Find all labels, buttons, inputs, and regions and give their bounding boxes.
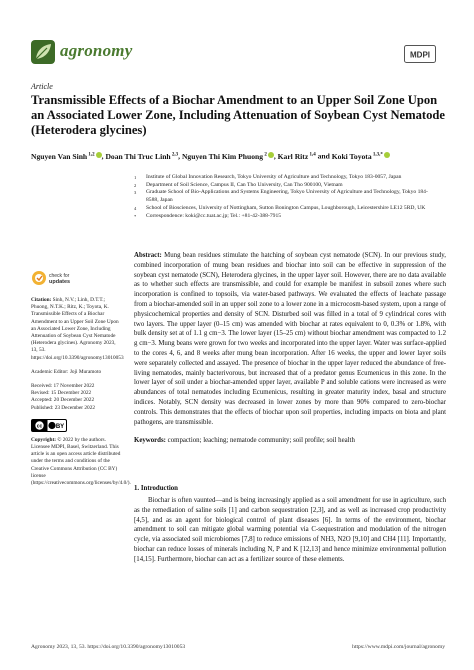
affiliation-text: Department of Soil Science, Campus II, Can Tho University, Can Tho 900100, Vietnam <box>146 181 343 188</box>
affiliation-item <box>134 189 434 204</box>
journal-name: agronomy <box>60 41 133 60</box>
affiliation-number: 1 <box>134 175 137 180</box>
author[interactable] <box>31 152 102 161</box>
date-accepted: Accepted: 20 December 2022 <box>31 397 95 404</box>
author-name: Nguyen Van Sinh <box>31 151 88 161</box>
affiliation-number: 3 <box>134 190 137 196</box>
editor-name: Joji Muramoto <box>69 368 102 375</box>
copyright-block <box>31 436 131 487</box>
citation-label: Citation: <box>31 297 52 303</box>
author-name: Doan Thi Truc Linh <box>105 151 171 161</box>
svg-text:BY: BY <box>55 423 65 430</box>
check-updates-text-2: updates <box>49 279 71 285</box>
affiliation-item <box>134 205 434 213</box>
keywords-text: compaction; leaching; nematode community; soil profile; soil health <box>167 437 355 445</box>
article-type: Article <box>31 82 53 91</box>
journal-leaf-logo-icon <box>31 40 55 64</box>
abstract-text: Mung bean residues stimulate the hatching of soybean cyst nematode (SCN). In our previous study, combined incorporation of mung bean residues and biochar into soil can be effective in suppression of the soybean cyst nematode (SCN), Heterodera glycines, in the upper layer soil. However, there are no data available as to whether such effects are transmissible, and could for example be manifest in subsoil zones where such incorporation is confined to topsoils, via water-based pathways. We evaluated the effects of leachate passage from a biochar-amended soil in an upper soil zone to a lower zone in a microcosm-based system, upon a range of physicochemical properties and density of SCN. Disturbed soil was filled in a total of 9 cylindrical cores with two layers. The upper layer (0–15 cm) was amended with biochar at rates equivalent to 0, 0.3% or 1.8%, with bulk density set at of 1.1 g cm−3. The lower layer (15–25 cm) without biochar amendment was compacted to 1.2 g cm−3. Mung beans were grown for two weeks and incorporated into the upper layer. Water was surface-applied to the cores 4, 6, and 8 weeks after mung bean incorporation. After 16 weeks, the upper and lower layer soils were separately collected and assayed. The presence of biochar in the upper layer reduced the abundance of free-living nematodes, mainly bacterivorous, but increased that of a predator genus Ecumenicus in this zone. In the lower layer of soil under a biochar-amended upper layer, available P and soluble cations were increased as were abundances of total nematodes including Ecumenicus, resulting in greater maturity index, basal and structure indices. Notably, SCN density was decreased in lower zones by more than 90% compared to zero-biochar controls. This demonstrates that the effects of biochar upon soil properties, including impacts on biota and plant pathogens, are transmissible. <box>134 252 446 426</box>
affiliation-number: 4 <box>134 205 137 211</box>
affiliation-number: * <box>134 213 137 219</box>
section-heading-introduction: 1. Introduction <box>134 485 178 493</box>
academic-editor <box>31 369 123 376</box>
orcid-icon[interactable] <box>384 152 390 158</box>
footer-citation[interactable]: Agronomy 2023, 13, 53. https://doi.org/10.3390/agronomy13010053 <box>31 644 186 650</box>
affiliation-text: Correspondence: koki@cc.tuat.ac.jp; Tel.: +81-42-388-7915 <box>146 212 282 219</box>
author-name: Koki Toyota <box>331 151 372 161</box>
author-name: Nguyen Thi Kim Phuong <box>181 151 264 161</box>
orcid-icon[interactable] <box>268 152 274 158</box>
citation-block <box>31 297 123 362</box>
svg-text:cc: cc <box>36 423 43 430</box>
date-revised: Revised: 15 December 2022 <box>31 390 92 397</box>
affiliation-item <box>134 174 434 182</box>
affiliation-text: Institute of Global Innovation Research, Tokyo University of Agriculture and Technology, Tokyo 183-0057, Japan <box>146 174 402 180</box>
author[interactable] <box>332 152 390 161</box>
affiliation-text: Graduate School of Bio-Applications and Systems Engineering, Tokyo University of Agriculture and Technology, Tokyo 184-8588, Japan <box>146 189 428 204</box>
author-affiliation-marker: 2,3 <box>170 152 179 157</box>
introduction-paragraph: Biochar is often vaunted—and is being increasingly applied as a soil amendment for use in agriculture, such as the remediation of saline soils [1] and carbon sequestration [2,3], and as well as increased crop productivity [4,5], and as an agent for biological control of plant diseases [6]. In terms of the environment, biochar amendment to soil can mitigate global warming potential via C-sequestration and modulation of the nitrogen cycle, via associated soil microbiomes [7,8] to reduce emissions of NH3, N2O [9,10] and CH4 [11]. Importantly, biochar can reduce losses of minerals including N, P and K [12,13] and hence minimize environmental pollution [14,15]. Furthermore, biochar can act as a fertilizer source of these elements. <box>134 496 446 563</box>
mdpi-publisher-logo-icon <box>404 45 436 63</box>
paper-title: Transmissible Effects of a Biochar Amendment to an Upper Soil Zone Upon an Associated Lower Zone, Including Attenuation of Soybean Cyst Nematode (Heterodera glycines) <box>31 93 445 137</box>
editor-label: Academic Editor: <box>31 368 69 375</box>
copyright-text: © 2022 by the authors. Licensee MDPI, Basel, Switzerland. This article is an open access article distributed under the terms and conditions of the Creative Commons Attribution (CC BY) license (https://creativecommons.org/licenses/by/4.0/). <box>31 436 131 487</box>
abstract <box>134 251 446 427</box>
author-affiliation-marker: 1,4 <box>308 152 316 157</box>
author-affiliation-marker: 1,2 <box>87 152 95 157</box>
check-for-updates-badge[interactable] <box>31 268 75 288</box>
author-affiliation-marker: 2 <box>263 152 267 157</box>
orcid-icon[interactable] <box>96 152 102 158</box>
copyright-label: Copyright: <box>31 436 57 443</box>
keywords <box>134 436 446 446</box>
abstract-label: Abstract: <box>134 252 162 259</box>
author-name: Karl Ritz <box>277 151 309 161</box>
date-published: Published: 23 December 2022 <box>31 404 95 411</box>
keywords-label: Keywords: <box>134 437 166 445</box>
page-footer <box>31 644 445 650</box>
affiliation-number: 2 <box>134 182 137 188</box>
affiliation-text: School of Biosciences, University of Nottingham, Sutton Bonington Campus, Loughborough, Leicestershire LE12 5RD, UK <box>146 204 426 211</box>
author-list: Nguyen Van Sinh $^{1,2}$ , Doan Thi Truc Linh $^{2,3}$, Nguyen Thi Kim Phuong $^2$ , Karl Ritz $^{1,4}$ and Koki Toyota $^{1,3,*}$ <box>31 150 445 162</box>
mdpi-logo-text: MDPI <box>410 50 430 60</box>
date-received: Received: 17 November 2022 <box>31 383 95 390</box>
author-affiliation-marker: 1,3,* <box>371 152 383 157</box>
footer-journal-link[interactable]: https://www.mdpi.com/journal/agronomy <box>352 644 445 650</box>
main-body <box>134 251 446 565</box>
article-sidebar <box>31 297 131 494</box>
citation-text: Sinh, N.V.; Linh, D.T.T.; Phuong, N.T.K.; Ritz, K.; Toyota, K. Transmissible Effects of a Biochar Amendment to an Upper Soil Zone Upon an Associated Lower Zone, Including Attenuation of Soybean Cyst Nematode (Heterodera glycines). Agronomy 2023, 13, 53. https://doi.org/10.3390/agronomy13010053 <box>31 297 124 361</box>
affiliations <box>134 174 434 220</box>
creative-commons-cc-by-icon[interactable] <box>31 419 67 432</box>
check-updates-text: check for <box>49 273 70 279</box>
author[interactable] <box>105 152 178 161</box>
author[interactable] <box>278 152 316 161</box>
affiliation-item <box>134 213 434 221</box>
author[interactable] <box>182 152 274 161</box>
